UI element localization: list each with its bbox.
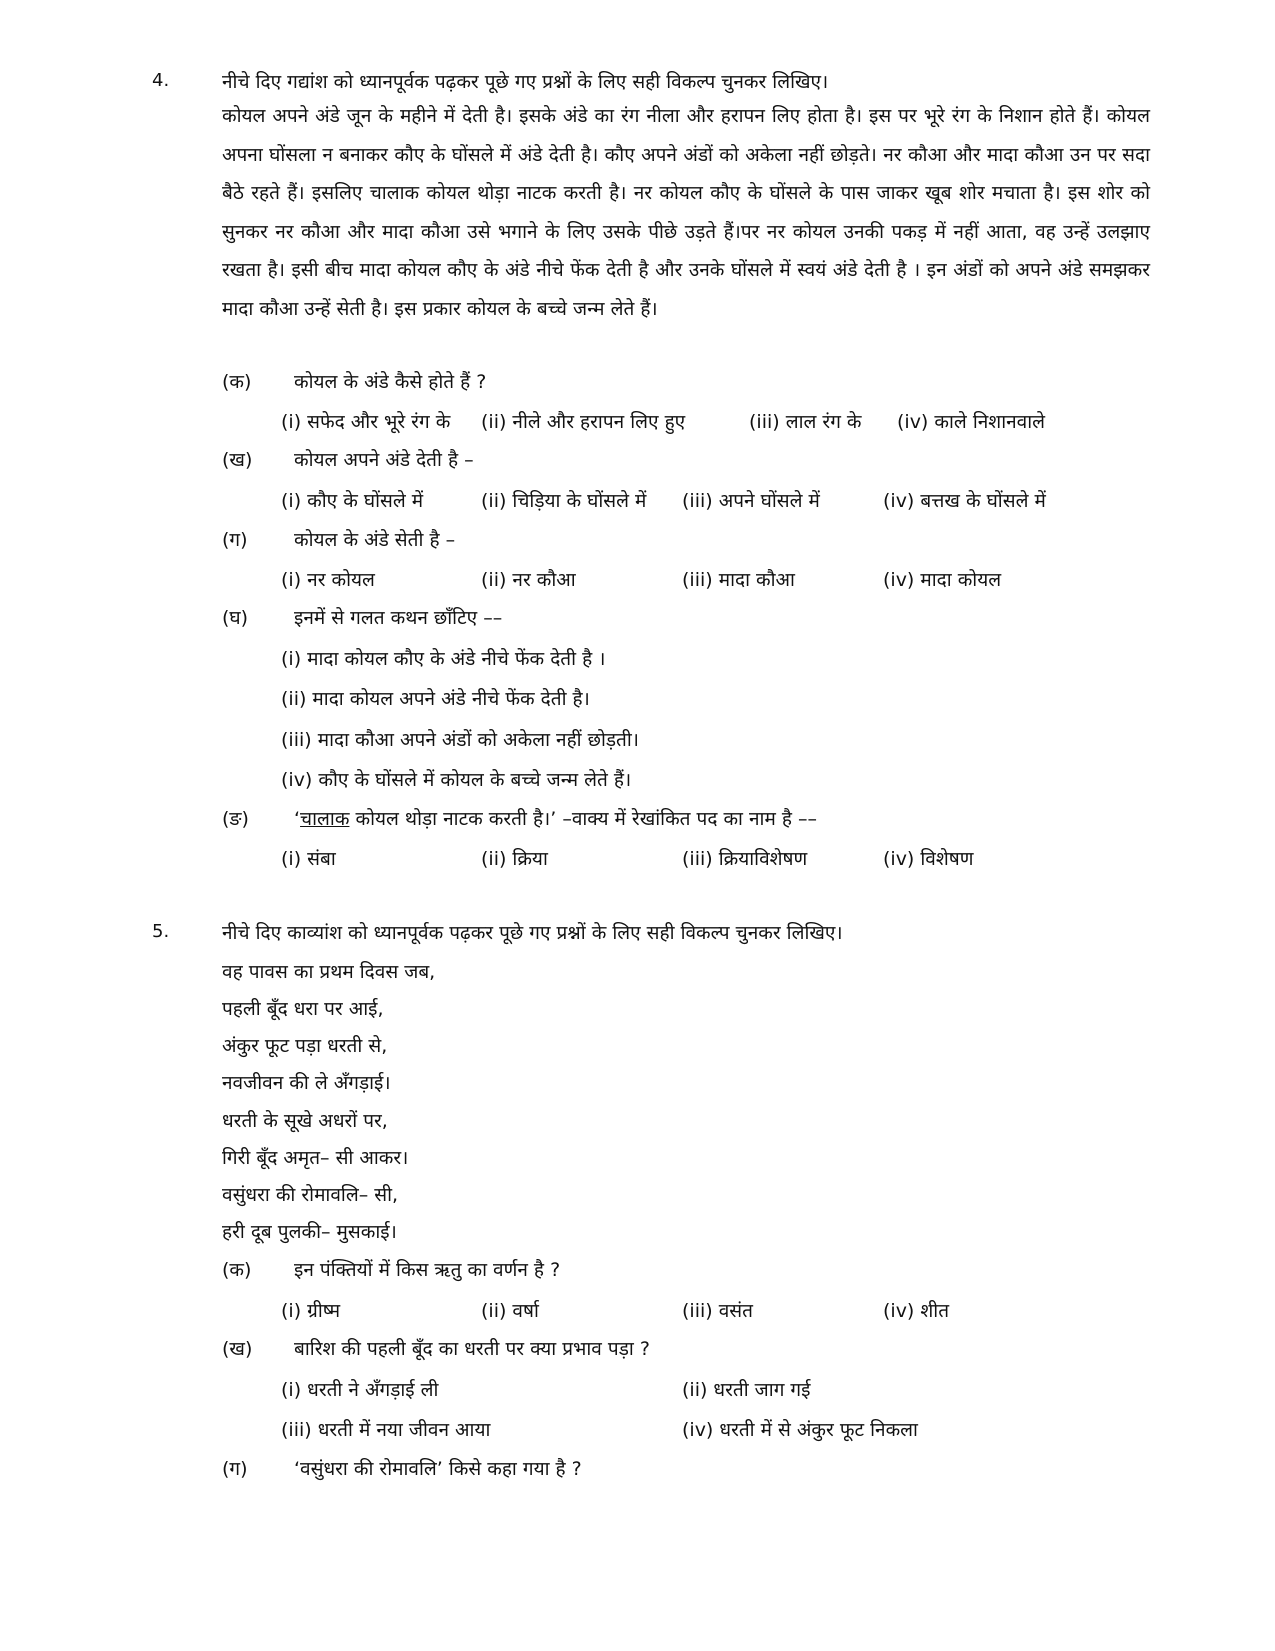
q5-kha-option-3: (iii) धरती में नया जीवन आया: [281, 1419, 491, 1441]
question-4-number: 4.: [152, 70, 170, 91]
poem-line-1: वह पावस का प्रथम दिवस जब,: [222, 961, 436, 983]
q4-nga-option-4: (iv) विशेषण: [883, 848, 974, 870]
poem-line-8: हरी दूब पुलकी– मुसकाई।: [222, 1221, 397, 1243]
q4-ka-option-2: (ii) नीले और हरापन लिए हुए: [481, 411, 686, 433]
q5-part-kha-question: बारिश की पहली बूँद का धरती पर क्या प्रभाव पड़ा ?: [294, 1338, 650, 1360]
poem-line-4: नवजीवन की ले अँगड़ाई।: [222, 1072, 391, 1094]
q4-part-ga-label: (ग): [222, 529, 248, 551]
question-4-instruction: नीचे दिए गद्यांश को ध्यानपूर्वक पढ़कर पूछे गए प्रश्नों के लिए सही विकल्प चुनकर लिखिए।: [222, 71, 829, 93]
q4-part-kha-label: (ख): [222, 449, 253, 471]
q4-gha-option-4: (iv) कौए के घोंसले में कोयल के बच्चे जन्म लेते हैं।: [281, 769, 632, 791]
q4-part-kha-question: कोयल अपने अंडे देती है –: [294, 449, 474, 471]
q5-kha-option-4: (iv) धरती में से अंकुर फूट निकला: [682, 1419, 918, 1441]
q4-kha-option-4: (iv) बत्तख के घोंसले में: [883, 490, 1046, 512]
q5-part-ka-question: इन पंक्तियों में किस ऋतु का वर्णन है ?: [294, 1259, 561, 1281]
poem-line-3: अंकुर फूट पड़ा धरती से,: [222, 1035, 388, 1057]
q5-part-ka-label: (क): [222, 1259, 252, 1281]
q4-ga-option-4: (iv) मादा कोयल: [883, 569, 1002, 591]
poem-line-6: गिरी बूँद अमृत– सी आकर।: [222, 1147, 409, 1169]
q5-kha-option-2: (ii) धरती जाग गई: [682, 1379, 811, 1401]
q4-gha-option-1: (i) मादा कोयल कौए के अंडे नीचे फेंक देती है ।: [281, 648, 606, 670]
q4-ga-option-2: (ii) नर कौआ: [481, 569, 576, 591]
q4-part-gha-label: (घ): [222, 607, 249, 629]
q5-part-kha-label: (ख): [222, 1338, 253, 1360]
q4-part-gha-question: इनमें से गलत कथन छाँटिए ––: [294, 607, 503, 629]
q4-ka-option-1: (i) सफेद और भूरे रंग के: [281, 411, 451, 433]
poem-line-2: पहली बूँद धरा पर आई,: [222, 998, 384, 1020]
poem-line-5: धरती के सूखे अधरों पर,: [222, 1110, 388, 1132]
q5-kha-option-1: (i) धरती ने अँगड़ाई ली: [281, 1379, 439, 1401]
q4-kha-option-1: (i) कौए के घोंसले में: [281, 490, 424, 512]
q5-part-ga-label: (ग): [222, 1458, 248, 1480]
q4-gha-option-2: (ii) मादा कोयल अपने अंडे नीचे फेंक देती है।: [281, 688, 590, 710]
q5-ka-option-3: (iii) वसंत: [682, 1300, 753, 1322]
q5-ka-option-2: (ii) वर्षा: [481, 1300, 539, 1322]
question-5-number: 5.: [152, 921, 170, 942]
quote-open: ‘: [294, 808, 301, 830]
q4-kha-option-3: (iii) अपने घोंसले में: [682, 490, 820, 512]
q5-part-ga-question: ‘वसुंधरा की रोमावलि’ किसे कहा गया है ?: [294, 1458, 582, 1480]
q4-part-ga-question: कोयल के अंडे सेती है –: [294, 529, 456, 551]
q4-part-nga-question: [294, 805, 817, 831]
q5-ka-option-4: (iv) शीत: [883, 1300, 950, 1322]
poem-line-7: वसुंधरा की रोमावलि– सी,: [222, 1184, 399, 1206]
question-rest: कोयल थोड़ा नाटक करती है।’ –वाक्य में रेखांकित पद का नाम है ––: [349, 808, 818, 830]
question-4-passage: कोयल अपने अंडे जून के महीने में देती है। इसके अंडे का रंग नीला और हरापन लिए होता है। इस पर भूरे रंग के निशान होते हैं। कोयल अपना घोंसला न बनाकर कौए के घोंसले में अंडे देती है। कौए अपने अंडों को अकेला नहीं छोड़ते। नर कौआ और मादा कौआ उन पर सदा बैठे रहते हैं। इसलिए चालाक कोयल थोड़ा नाटक करती है। नर कोयल कौए के घोंसले के पास जाकर खूब शोर मचाता है। इस शोर को सुनकर नर कौआ और मादा कौआ उसे भगाने के लिए उसके पीछे उड़ते हैं।पर नर कोयल उनकी पकड़ में नहीं आता, वह उन्हें उलझाए रखता है। इसी बीच मादा कोयल कौए के अंडे नीचे फेंक देती है और उनके घोंसले में स्वयं अंडे देती है । इन अंडों को अपने अंडे समझकर मादा कौआ उन्हें सेती है। इस प्रकार कोयल के बच्चे जन्म लेते हैं।: [222, 105, 1150, 320]
q4-nga-option-3: (iii) क्रियाविशेषण: [682, 848, 808, 870]
q4-nga-option-1: (i) संबा: [281, 848, 336, 870]
q4-ga-option-3: (iii) मादा कौआ: [682, 569, 795, 591]
q4-ga-option-1: (i) नर कोयल: [281, 569, 375, 591]
q5-ka-option-1: (i) ग्रीष्म: [281, 1300, 341, 1322]
underlined-word: चालाक: [300, 808, 350, 830]
q4-gha-option-3: (iii) मादा कौआ अपने अंडों को अकेला नहीं छोड़ती।: [281, 729, 639, 751]
question-5-instruction: नीचे दिए काव्यांश को ध्यानपूर्वक पढ़कर पूछे गए प्रश्नों के लिए सही विकल्प चुनकर लिखिए।: [222, 922, 843, 944]
q4-part-ka-label: (क): [222, 371, 252, 393]
q4-ka-option-3: (iii) लाल रंग के: [749, 411, 862, 433]
q4-kha-option-2: (ii) चिड़िया के घोंसले में: [481, 490, 647, 512]
q4-nga-option-2: (ii) क्रिया: [481, 848, 548, 870]
q4-part-ka-question: कोयल के अंडे कैसे होते हैं ?: [294, 371, 487, 393]
q4-part-nga-label: (ङ): [222, 808, 249, 830]
q4-ka-option-4: (iv) काले निशानवाले: [897, 411, 1046, 433]
